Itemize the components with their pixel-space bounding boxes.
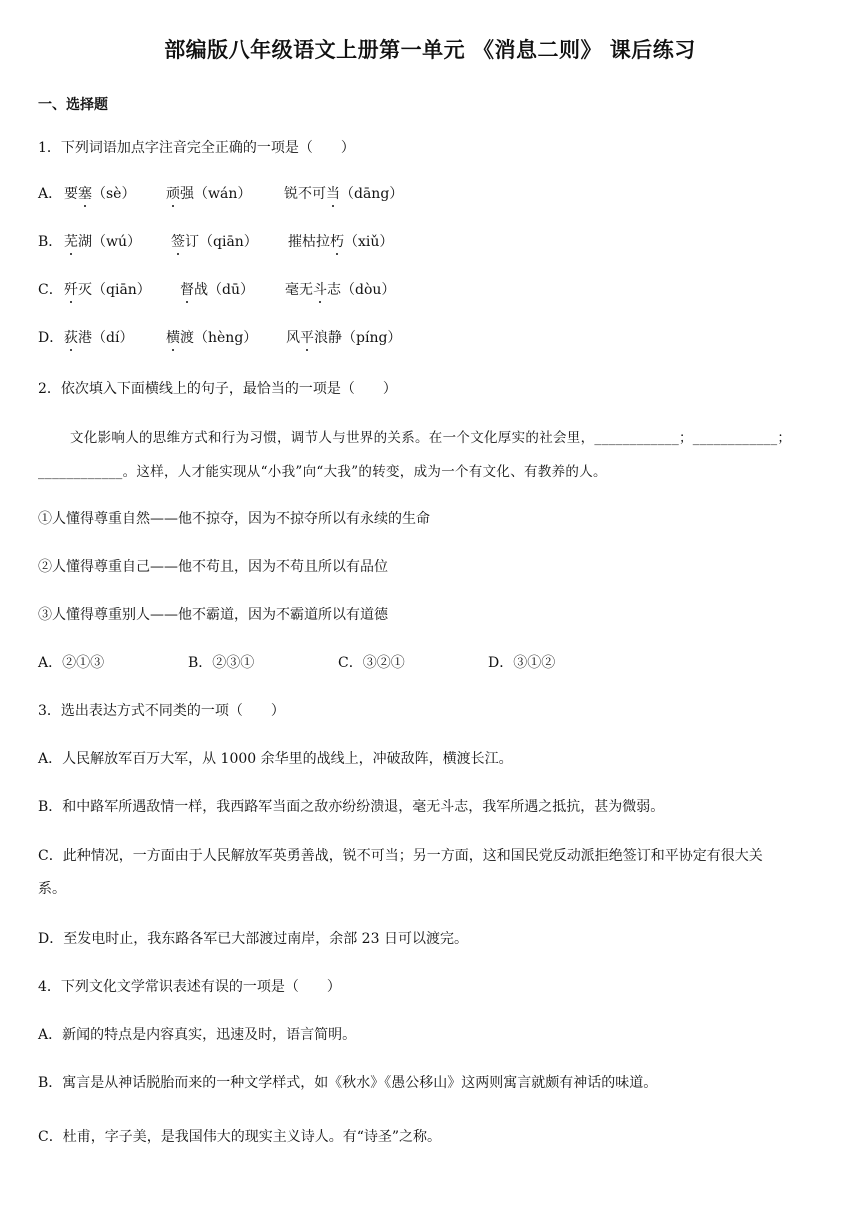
question-3-option-a: A．人民解放军百万大军，从 1000 余华里的战线上，冲破敌阵，横渡长江。	[38, 751, 513, 767]
question-4-option-b: B．寓言是从神话脱胎而来的一种文学样式，如《秋水》《愚公移山》这两则寓言就颇有神话的味道。	[38, 1075, 658, 1091]
question-1-option-c: C． 歼灭（qiān） 督战（dū） 毫无斗志（dòu）	[38, 279, 63, 299]
section-heading: 一、选择题	[38, 97, 108, 113]
question-3-option-c-line-1: C．此种情况，一方面由于人民解放军英勇善战，锐不可当；另一方面，这和国民党反动派拒绝签订和平协定有很大关	[38, 848, 763, 864]
question-1-option-a: A． 要塞（sè） 顽强（wán） 锐不可当（dāng）	[38, 183, 62, 203]
question-4-option-a: A．新闻的特点是内容真实，迅速及时，语言简明。	[38, 1027, 357, 1043]
question-3-option-c-line-2: 系。	[38, 881, 66, 897]
page-title: 部编版八年级语文上册第一单元 《消息二则》 课后练习	[164, 38, 696, 62]
question-4-stem: 4．下列文化文学常识表述有误的一项是（ ）	[38, 979, 341, 995]
question-2-option-b: B．②③①	[188, 655, 255, 671]
option-b-word-1: 芜湖（wú）	[64, 234, 141, 250]
option-b-word-3: 摧枯拉朽（xiǔ）	[288, 234, 394, 250]
option-d-word-3: 风平浪静（píng）	[286, 330, 402, 346]
question-2-option-c: C．③②①	[338, 655, 405, 671]
question-3-option-b: B．和中路军所遇敌情一样，我西路军当面之敌亦纷纷溃退，毫无斗志，我军所遇之抵抗，甚为微弱。	[38, 799, 665, 815]
question-2-sentence-1: ①人懂得尊重自然——他不掠夺，因为不掠夺所以有永续的生命	[38, 511, 430, 527]
question-2-passage-line-1: 文化影响人的思维方式和行为习惯，调节人与世界的关系。在一个文化厚实的社会里，____________；____________；	[70, 430, 792, 446]
question-2-option-a: A．②①③	[38, 655, 105, 671]
question-4-option-c: C．杜甫，字子美，是我国伟大的现实主义诗人。有“诗圣”之称。	[38, 1129, 442, 1145]
option-a-word-2: 顽强（wán）	[166, 186, 252, 202]
question-3-stem: 3．选出表达方式不同类的一项（ ）	[38, 703, 285, 719]
option-b-word-2: 签订（qiān）	[171, 234, 258, 250]
question-2-option-d: D．③①②	[488, 655, 556, 671]
option-a-word-3: 锐不可当（dāng）	[284, 186, 404, 202]
option-c-word-1: 歼灭（qiān）	[64, 282, 151, 298]
question-1-option-b: B． 芜湖（wú） 签订（qiān） 摧枯拉朽（xiǔ）	[38, 231, 62, 251]
question-3-option-d: D．至发电时止，我东路各军已大部渡过南岸，余部 23 日可以渡完。	[38, 931, 468, 947]
question-1-option-d: D． 荻港（dí） 横渡（hèng） 风平浪静（píng）	[38, 327, 63, 347]
option-c-word-2: 督战（dū）	[180, 282, 254, 298]
option-d-word-1: 荻港（dí）	[64, 330, 134, 346]
question-2-stem: 2．依次填入下面横线上的句子，最恰当的一项是（ ）	[38, 381, 397, 397]
question-1-stem: 1．下列词语加点字注音完全正确的一项是（ ）	[38, 140, 355, 156]
question-2-sentence-3: ③人懂得尊重别人——他不霸道，因为不霸道所以有道德	[38, 607, 388, 623]
option-a-word-1: 要塞（sè）	[64, 186, 136, 202]
option-c-word-3: 毫无斗志（dòu）	[285, 282, 396, 298]
question-2-sentence-2: ②人懂得尊重自己——他不苟且，因为不苟且所以有品位	[38, 559, 388, 575]
question-2-passage-line-2: ____________。这样，人才能实现从“小我”向“大我”的转变，成为一个有文化、有教养的人。	[38, 464, 607, 480]
option-d-word-2: 横渡（hèng）	[166, 330, 258, 346]
